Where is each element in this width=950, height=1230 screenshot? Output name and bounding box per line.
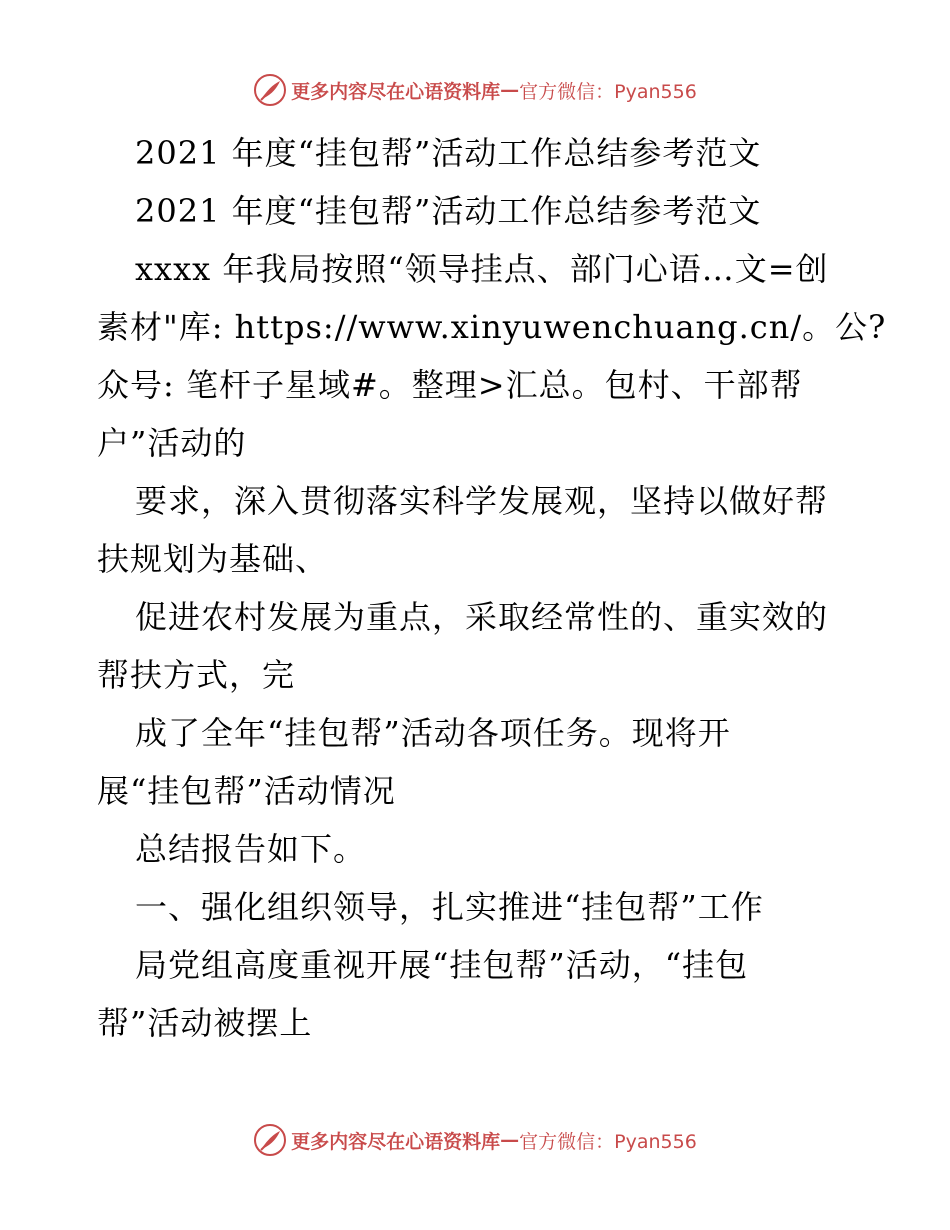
paragraph-line: 促进农村发展为重点，采取经常性的、重实效的: [135, 598, 829, 636]
paragraph-line: 成了全年“挂包帮”活动各项任务。现将开: [135, 714, 731, 752]
paragraph-line: 扶规划为基础、: [97, 540, 329, 578]
watermark-suffix: 官方微信：Pyan556: [519, 80, 697, 103]
paragraph-line: 帮”活动被摆上: [97, 1004, 313, 1042]
watermark-text: 更多内容尽在心语资料库: [291, 80, 501, 103]
paragraph-line: 帮扶方式，完: [97, 656, 296, 694]
document-title-repeat: 2021 年度“挂包帮”活动工作总结参考范文: [135, 192, 762, 230]
watermark-text: 更多内容尽在心语资料库: [291, 1130, 501, 1153]
paragraph-line: 要求，深入贯彻落实科学发展观，坚持以做好帮: [135, 482, 829, 520]
paragraph-line: 素材"库: https://www.xinyuwenchuang.cn/。公?: [97, 308, 887, 346]
document-title: 2021 年度“挂包帮”活动工作总结参考范文: [135, 134, 762, 172]
header-watermark: [0, 70, 950, 110]
watermark-suffix: 官方微信：Pyan556: [519, 1130, 697, 1153]
feather-pen-logo-icon: [253, 1123, 287, 1157]
section-heading: 一、强化组织领导，扎实推进“挂包帮”工作: [135, 888, 764, 926]
feather-pen-logo-icon: [253, 73, 287, 107]
document-body: [97, 124, 887, 1052]
footer-watermark: [0, 1120, 950, 1160]
paragraph-line: 局党组高度重视开展“挂包帮”活动，“挂包: [135, 946, 749, 984]
paragraph-line: xxxx 年我局按照“领导挂点、部门心语…文=创: [135, 250, 829, 288]
watermark-dash: —: [500, 79, 520, 101]
watermark-dash: —: [500, 1129, 520, 1151]
paragraph-line: 众号: 笔杆子星域#。整理>汇总。包村、干部帮: [97, 366, 803, 404]
paragraph-line: 展“挂包帮”活动情况: [97, 772, 396, 810]
paragraph-line: 总结报告如下。: [135, 830, 367, 868]
paragraph-line: 户”活动的: [97, 424, 247, 462]
